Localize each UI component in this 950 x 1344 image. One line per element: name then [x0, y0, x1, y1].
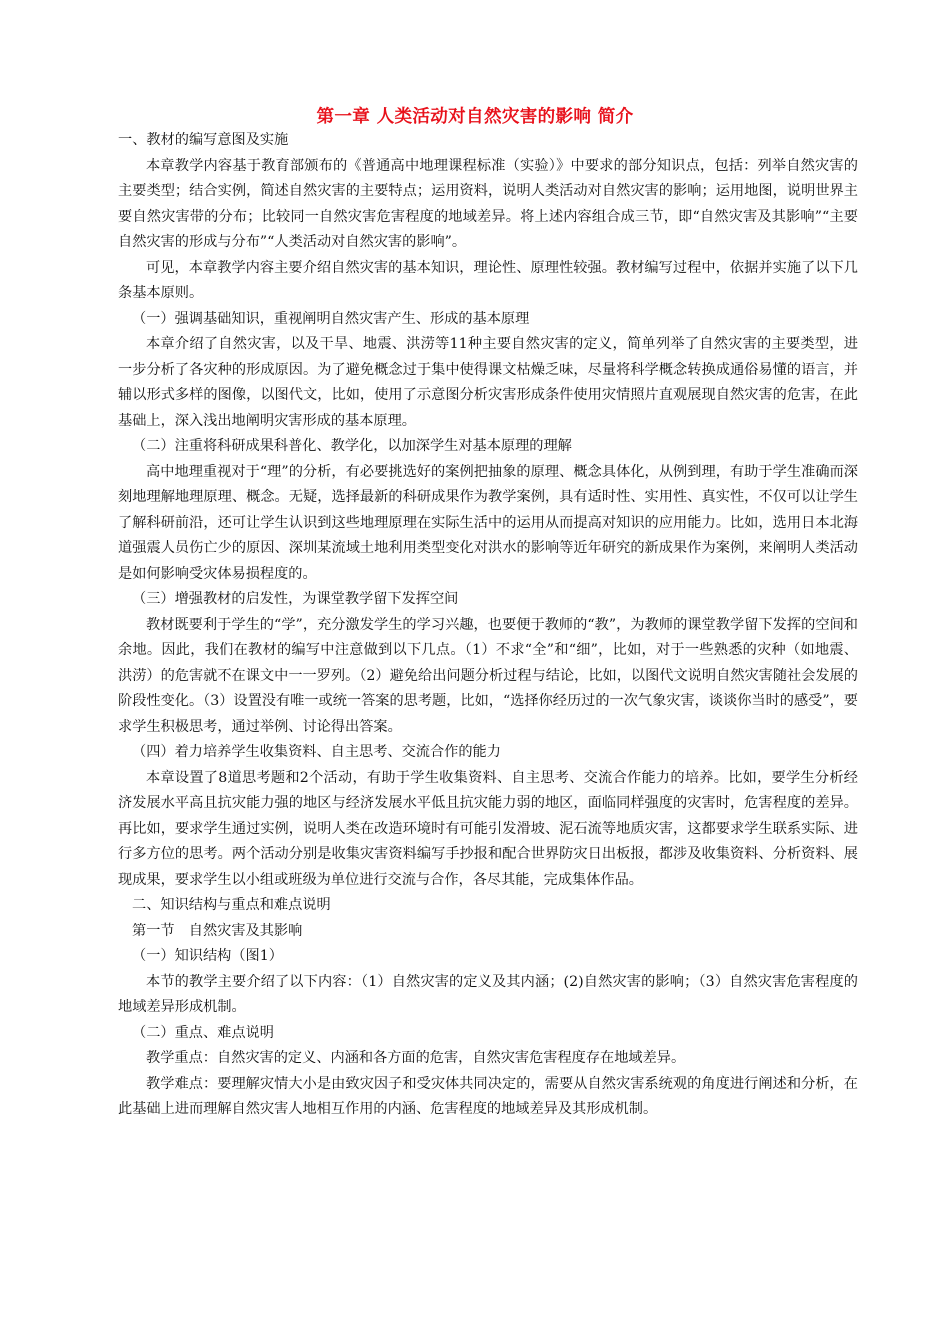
subheading: （四）着力培养学生收集资料、自主思考、交流合作的能力 — [132, 744, 501, 760]
paragraph: 可见，本章教学内容主要介绍自然灾害的基本知识，理论性、原理性较强。教材编写过程中，依据并实施了以下几条基本原则。 — [118, 259, 858, 301]
subheading: （三）增强教材的启发性，为课堂教学留下发挥空间 — [132, 591, 459, 607]
page-title: 第一章 人类活动对自然灾害的影响 简介 — [316, 107, 634, 127]
paragraph: 高中地理重视对于“理”的分析，有必要挑选好的案例把抽象的原理、概念具体化，从例到理，有助于学生准确而深刻地理解地理原理、概念。无疑，选择最新的科研成果作为教学案例，具有适时性、实用性、真实性，不仅可以让学生了解科研前沿，还可让学生认识到这些地理原理在实际生活中的运用从而提高对知识的应用能力。比如，选用日本北海道强震人员伤亡少的原因、深圳某流域土地利用类型变化对洪水的影响等近年研究的新成果作为案例，来阐明人类活动是如何影响受灾体易损程度的。 — [118, 463, 858, 582]
section-heading-1: 一、教材的编写意图及实施 — [118, 132, 289, 148]
paragraph: 教材既要利于学生的“学”，充分激发学生的学习兴趣，也要便于教师的“教”，为教师的课堂教学留下发挥的空间和余地。因此，我们在教材的编写中注意做到以下几点。（1）不求“全”和“细”，比如，对于一些熟悉的灾种（如地震、洪涝）的危害就不在课文中一一罗列。（2）避免给出问题分析过程与结论，比如，以图代文说明自然灾害随社会发展的阶段性变化。（3）设置没有唯一或统一答案的思考题，比如，“选择你经历过的一次气象灾害，谈谈你当时的感受”，要求学生积极思考，通过举例、讨论得出答案。 — [118, 616, 858, 735]
document-body — [118, 128, 858, 1123]
paragraph: 教学重点：自然灾害的定义、内涵和各方面的危害，自然灾害危害程度存在地域差异。 — [146, 1050, 686, 1066]
subheading: （二）注重将科研成果科普化、教学化，以加深学生对基本原理的理解 — [132, 438, 572, 454]
subheading: （二）重点、难点说明 — [132, 1024, 274, 1041]
paragraph: 本节的教学主要介绍了以下内容：（1）自然灾害的定义及其内涵；(2)自然灾害的影响；（3）自然灾害危害程度的地域差异形成机制。 — [118, 973, 858, 1015]
paragraph: 本章设置了8道思考题和2个活动，有助于学生收集资料、自主思考、交流合作能力的培养。比如，要学生分析经济发展水平高且抗灾能力强的地区与经济发展水平低且抗灾能力弱的地区，面临同样强度的灾害时，危害程度的差异。再比如，要求学生通过实例，说明人类在改造环境时有可能引发滑坡、泥石流等地质灾害，这都要求学生联系实际、进行多方位的思考。两个活动分别是收集灾害资料编写手抄报和配合世界防灾日出板报，都涉及收集资料、分析资料、展现成果，要求学生以小组或班级为单位进行交流与合作，各尽其能，完成集体作品。 — [118, 769, 858, 888]
subsection-heading: 第一节 自然灾害及其影响 — [132, 922, 303, 939]
paragraph: 本章教学内容基于教育部颁布的《普通高中地理课程标准（实验）》中要求的部分知识点，包括：列举自然灾害的主要类型；结合实例，简述自然灾害的主要特点；运用资料，说明人类活动对自然灾害的影响；运用地图，说明世界主要自然灾害带的分布；比较同一自然灾害危害程度的地域差异。将上述内容组合成三节，即“自然灾害及其影响”“主要自然灾害的形成与分布”“人类活动对自然灾害的影响”。 — [118, 157, 858, 250]
paragraph: 本章介绍了自然灾害，以及干旱、地震、洪涝等11种主要自然灾害的定义，简单列举了自然灾害的主要类型，进一步分析了各灾种的形成原因。为了避免概念过于集中使得课文枯燥乏味，尽量将科学概念转换成通俗易懂的语言，并辅以形式多样的图像，以图代文，比如，使用了示意图分析灾害形成条件使用灾情照片直观展现自然灾害的危害，在此基础上，深入浅出地阐明灾害形成的基本原理。 — [118, 336, 858, 429]
paragraph: 教学难点：要理解灾情大小是由致灾因子和受灾体共同决定的，需要从自然灾害系统观的角度进行阐述和分析，在此基础上进而理解自然灾害人地相互作用的内涵、危害程度的地域差异及其形成机制。 — [118, 1075, 858, 1117]
section-heading-2: 二、知识结构与重点和难点说明 — [132, 897, 331, 913]
subheading: （一）强调基础知识，重视阐明自然灾害产生、形成的基本原理 — [132, 310, 530, 327]
subheading: （一）知识结构（图1） — [132, 948, 283, 964]
